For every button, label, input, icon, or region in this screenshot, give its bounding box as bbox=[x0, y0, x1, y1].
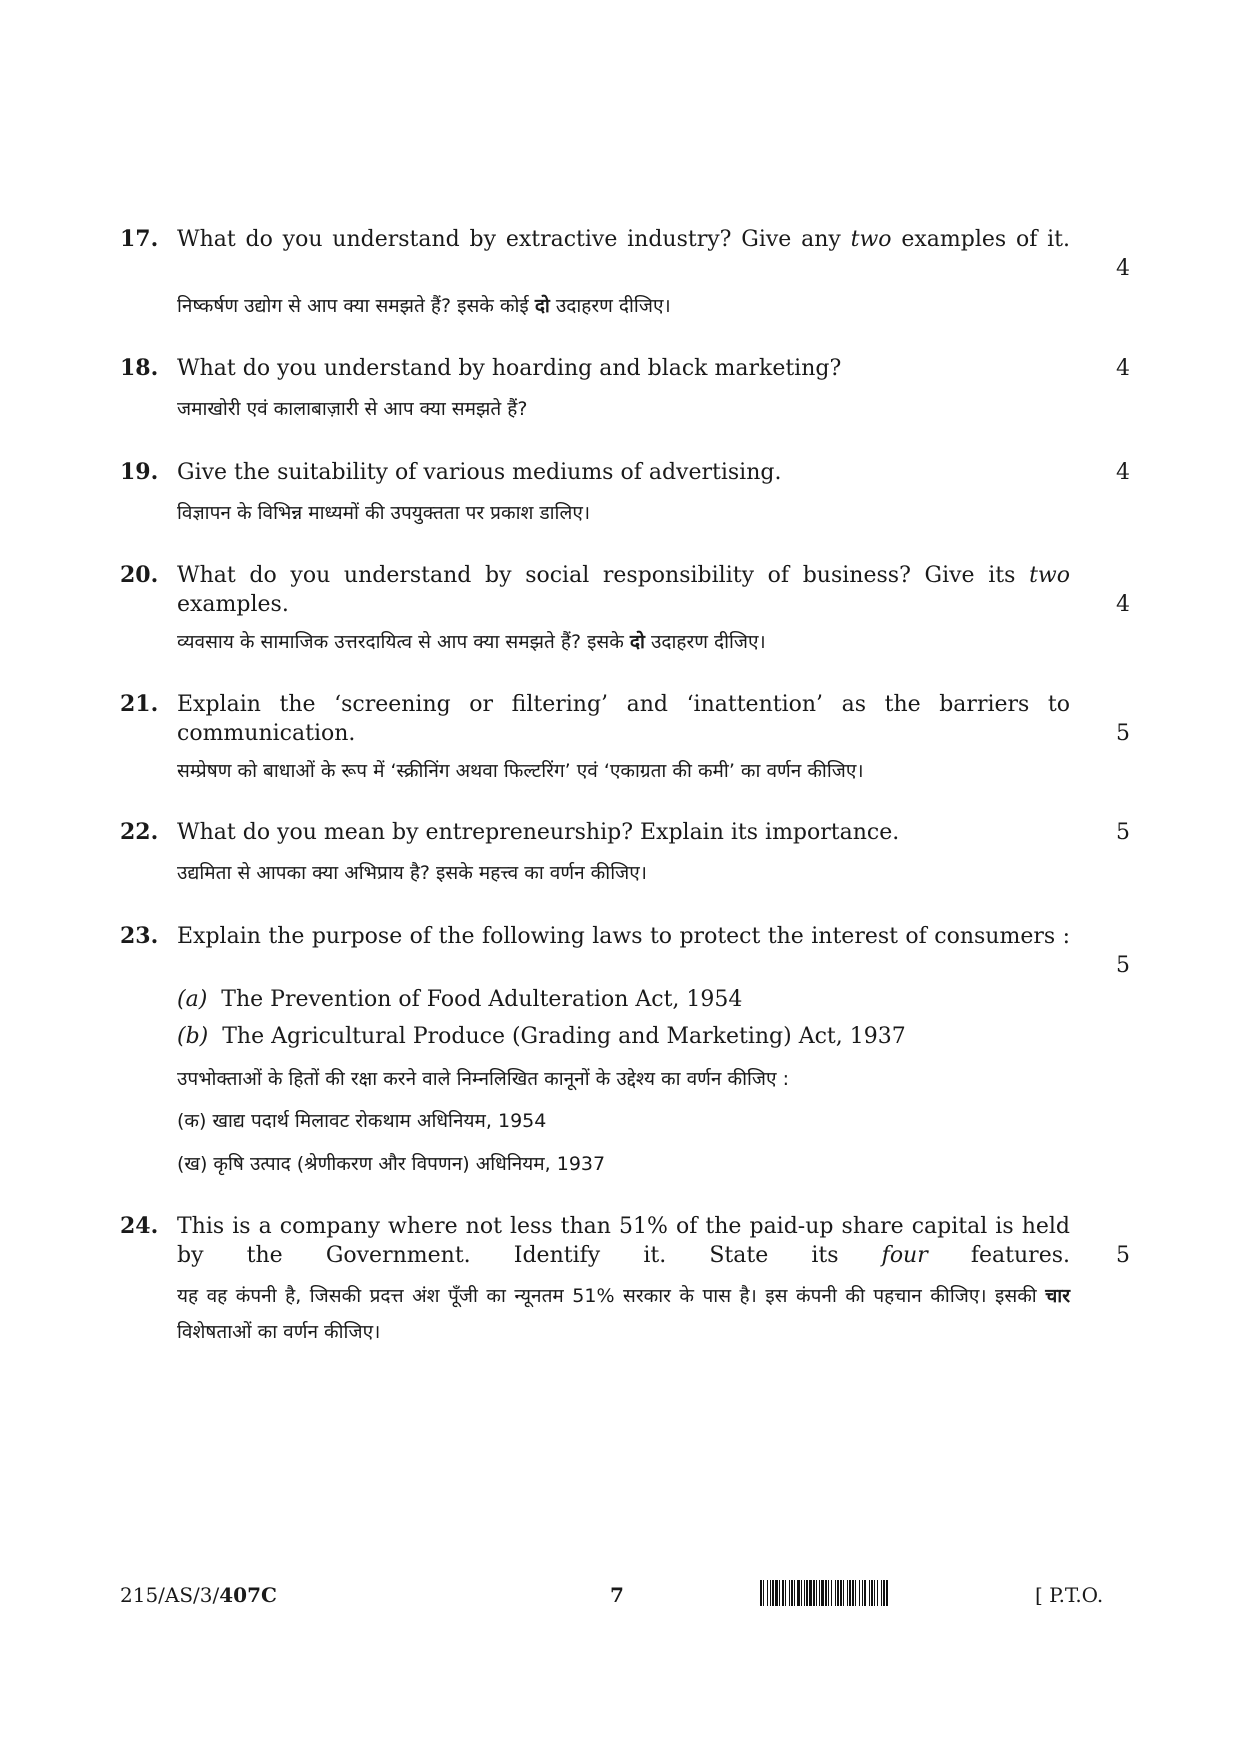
paper-code: 215/AS/3/407C bbox=[120, 1583, 277, 1607]
marks: 4 bbox=[1116, 356, 1130, 381]
question-number: 24. bbox=[120, 1213, 159, 1239]
question-text-hi: व्यवसाय के सामाजिक उत्तरदायित्व से आप क्या समझते हैं? इसके दो उदाहरण दीजिए। bbox=[177, 631, 766, 653]
question-text-hi: उद्यमिता से आपका क्या अभिप्राय है? इसके महत्त्व का वर्णन कीजिए। bbox=[177, 862, 647, 884]
barcode bbox=[760, 1580, 1016, 1606]
sub-item-a: (a) The Prevention of Food Adulteration Act, 1954 bbox=[177, 987, 743, 1012]
question-text-en: Give the suitability of various mediums of advertising. bbox=[177, 460, 782, 485]
question-text-en: Explain the purpose of the following laws to protect the interest of consumers : bbox=[177, 924, 1070, 949]
question-text-hi: सम्प्रेषण को बाधाओं के रूप में ‘स्क्रीनिंग अथवा फिल्टरिंग’ एवं ‘एकाग्रता की कमी’ का वर्णन कीजिए। bbox=[177, 760, 864, 782]
sub-item-ka: (क) खाद्य पदार्थ मिलावट रोकथाम अधिनियम, 1954 bbox=[177, 1110, 547, 1132]
marks: 5 bbox=[1116, 721, 1130, 746]
question-text-en: What do you mean by entrepreneurship? Explain its importance. bbox=[177, 820, 900, 845]
marks: 5 bbox=[1116, 1243, 1130, 1268]
sub-item-b: (b) The Agricultural Produce (Grading and Marketing) Act, 1937 bbox=[177, 1024, 906, 1049]
question-number: 17. bbox=[120, 226, 159, 252]
page-number: 7 bbox=[610, 1583, 624, 1607]
question-number: 18. bbox=[120, 355, 159, 381]
pto-label: [ P.T.O. bbox=[1035, 1583, 1104, 1607]
question-number: 22. bbox=[120, 819, 159, 845]
marks: 4 bbox=[1116, 460, 1130, 485]
question-number: 21. bbox=[120, 691, 159, 717]
marks: 5 bbox=[1116, 820, 1130, 845]
question-text-en: What do you understand by extractive industry? Give any two examples of it. bbox=[177, 227, 1071, 252]
marks: 4 bbox=[1116, 592, 1130, 617]
question-text-hi: यह वह कंपनी है, जिसकी प्रदत्त अंश पूँजी का न्यूनतम 51% सरकार के पास है। इस कंपनी की पहचान कीजिए। इसकी चार विशेषताओं का वर्णन कीजिए। bbox=[177, 1285, 1070, 1343]
question-number: 19. bbox=[120, 459, 159, 485]
question-text-hi: निष्कर्षण उद्योग से आप क्या समझते हैं? इसके कोई दो उदाहरण दीजिए। bbox=[177, 295, 671, 317]
sub-item-kha: (ख) कृषि उत्पाद (श्रेणीकरण और विपणन) अधिनियम, 1937 bbox=[177, 1153, 606, 1175]
question-text-hi: उपभोक्ताओं के हितों की रक्षा करने वाले निम्नलिखित कानूनों के उद्देश्य का वर्णन कीजिए : bbox=[177, 1068, 789, 1090]
question-number: 20. bbox=[120, 562, 159, 588]
question-text-en: This is a company where not less than 51% of the paid-up share capital is held by the Government. Identify it. State its four features. bbox=[177, 1214, 1070, 1268]
question-text-hi: विज्ञापन के विभिन्न माध्यमों की उपयुक्तता पर प्रकाश डालिए। bbox=[177, 502, 591, 524]
question-text-hi: जमाखोरी एवं कालाबाज़ारी से आप क्या समझते हैं? bbox=[177, 398, 528, 420]
question-text-en: Explain the ‘screening or filtering’ and ‘inattention’ as the barriers to communication. bbox=[177, 692, 1070, 746]
marks: 5 bbox=[1116, 953, 1130, 978]
question-number: 23. bbox=[120, 923, 159, 949]
marks: 4 bbox=[1116, 256, 1130, 281]
question-text-en: What do you understand by hoarding and black marketing? bbox=[177, 356, 842, 381]
question-text-en: What do you understand by social responsibility of business? Give its two examples. bbox=[177, 563, 1070, 617]
